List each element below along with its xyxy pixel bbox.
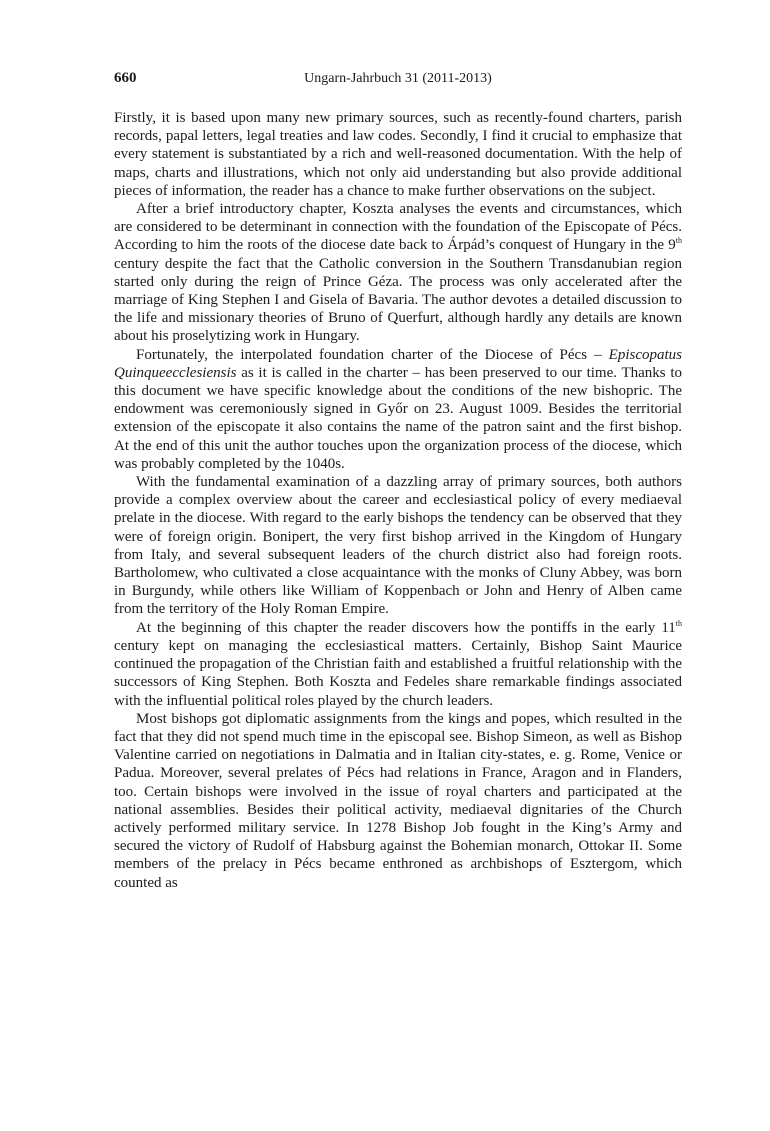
- paragraph-text: At the beginning of this chapter the reader discovers how the pontiffs in the early 11: [136, 619, 676, 636]
- paragraph-prelates-overview: [114, 473, 682, 619]
- paragraph-early-pontiffs: [114, 619, 682, 710]
- paragraph-text: Firstly, it is based upon many new primary sources, such as recently-found charters, parish records, papal letters, legal treaties and law codes. Secondly, I find it crucial to emphasize that every statement is substantiated by a rich and well-reasoned documentation. With the help of maps, charts and illustrations, which not only aid understanding but also provide additional pieces of information, the reader has a chance to make further observations on the subject.: [114, 110, 682, 199]
- paragraph-text: With the fundamental examination of a dazzling array of primary sources, both authors provide a complex overview about the career and ecclesiastical policy of every mediaeval prelate in the diocese. With regard to the early bishops the tendency can be observed that they were of foreign origin. Bonipert, the very first bishop arrived in the Kingdom of Hungary from Italy, and several subsequent leaders of the church district also had foreign roots. Bartholomew, who cultivated a close acquaintance with the monks of Cluny Abbey, was born in Burgundy, while others like William of Koppenbach or John and Henry of Alben came from the territory of the Holy Roman Empire.: [114, 474, 682, 618]
- paragraph-foundation-charter: [114, 346, 682, 473]
- paragraph-introductory-chapter: [114, 200, 682, 346]
- running-head: [114, 70, 682, 92]
- paragraph-text: century despite the fact that the Catholic conversion in the Southern Transdanubian region started only during the reign of Prince Géza. The process was only accelerated after the marriage of King Stephen I and Gisela of Bavaria. The author devotes a detailed discussion to the life and missionary theories of Bruno of Querfurt, although hardly any details are known about his proselytizing work in Hungary.: [114, 255, 682, 345]
- page-number: 660: [114, 70, 137, 86]
- ordinal-superscript: th: [675, 618, 682, 628]
- latin-term: Episcopatus Quinqueecclesiensis: [114, 346, 682, 381]
- journal-title: Ungarn-Jahrbuch 31 (2011-2013): [304, 71, 492, 86]
- paragraph-diplomatic-assignments: [114, 710, 682, 892]
- review-body: [114, 109, 682, 892]
- paragraph-text: as it is called in the charter – has been preserved to our time. Thanks to this document we have specific knowledge about the conditions of the new bishopric. The endowment was ceremoniously signed in Győr on 23. August 1009. Besides the territorial extension of the episcopate it also contains the name of the patron saint and the first bishop. At the end of this unit the author touches upon the organization process of the diocese, which was probably completed by the 1040s.: [114, 364, 682, 472]
- paragraph-text: Fortunately, the interpolated foundation charter of the Diocese of Pécs –: [136, 346, 609, 363]
- paragraph-text: century kept on managing the ecclesiastical matters. Certainly, Bishop Saint Maurice continued the propagation of the Christian faith and established a fruitful relationship with the successors of King Stephen. Both Koszta and Fedeles share remarkable findings associated with the influential political roles played by the church leaders.: [114, 637, 682, 709]
- ordinal-superscript: th: [675, 236, 682, 246]
- paragraph-text: Most bishops got diplomatic assignments from the kings and popes, which resulted in the fact that they did not spend much time in the episcopal see. Bishop Simeon, as well as Bishop Valentine carried on negotiations in Dalmatia and in Italian city-states, e. g. Rome, Venice or Padua. Moreover, several prelates of Pécs had relations in France, Aragon and in Flanders, too. Certain bishops were involved in the issue of royal charters and participated at the national assemblies. Besides their political activity, mediaeval dignitaries of the Church actively performed military service. In 1278 Bishop Job fought in the King’s Army and secured the victory of Rudolf of Habsburg against the Bohemian monarch, Ottokar II. Some members of the prelacy in Pécs became enthroned as archbishops of Esztergom, which counted as: [114, 710, 682, 891]
- paragraph-sources: [114, 109, 682, 200]
- paragraph-text: After a brief introductory chapter, Koszta analyses the events and circumstances, which are considered to be determinant in connection with the foundation of the Episcopate of Pécs. According to him the roots of the diocese date back to Árpád’s conquest of Hungary in the 9: [114, 201, 682, 254]
